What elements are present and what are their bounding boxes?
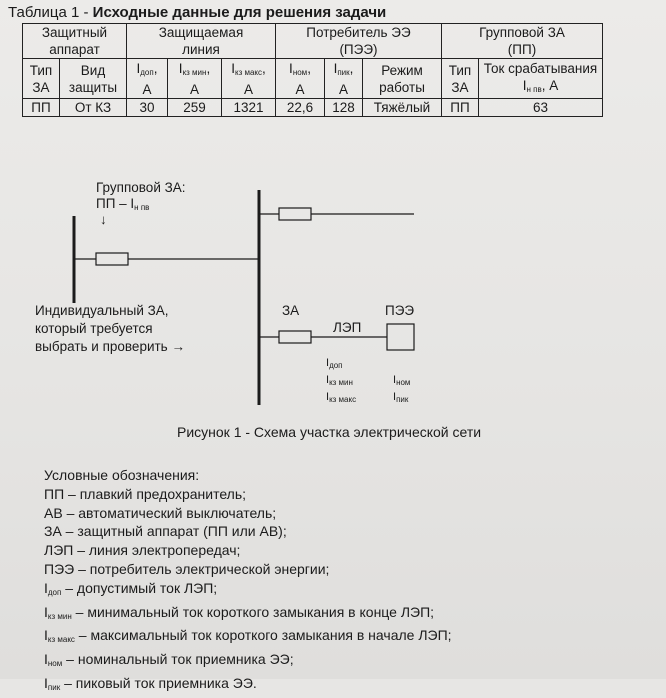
cell-trip-current: 63: [479, 99, 603, 117]
subheader-i-nom: $I_{ном}$, А: [276, 59, 325, 99]
group-za-label: Групповой ЗА:: [96, 180, 186, 195]
individual-za-label-line1: Индивидуальный ЗА,: [35, 303, 169, 318]
individual-za-label-line2: который требуется: [35, 321, 153, 336]
header-line: Защищаемая линия: [127, 24, 276, 59]
subheader-mode: Режим работы: [363, 59, 442, 99]
legend-item: АВ – автоматический выключатель;: [44, 504, 277, 521]
header-group-za: Групповой ЗА (ПП): [442, 24, 603, 59]
cell-i-kz-min: 259: [168, 99, 222, 117]
subheader-type-za: Тип ЗА: [23, 59, 60, 99]
cell-protection-kind: От КЗ: [60, 99, 127, 117]
param-i-dop: $I_{доп}$: [326, 357, 343, 370]
arrow-down-icon: ↓: [100, 212, 107, 227]
legend-item: $I_{кз мин}$ – минимальный ток короткого замыкания в конце ЛЭП;: [44, 603, 435, 621]
cell-group-type: ПП: [442, 99, 479, 117]
cell-i-pik: 128: [325, 99, 363, 117]
lep-label: ЛЭП: [333, 320, 362, 335]
legend-item: $I_{кз макс}$ – максимальный ток короткого замыкания в начале ЛЭП;: [44, 627, 452, 645]
table-title: [8, 4, 386, 21]
za-label: ЗА: [282, 303, 300, 318]
pee-label: ПЭЭ: [385, 303, 415, 318]
legend: [44, 466, 452, 698]
figure-caption: Рисунок 1 - Схема участка электрической сети: [177, 424, 482, 440]
subheader-trip-current: Ток срабатывания $I_{н пв}$, А: [479, 59, 603, 99]
za-device-box: [279, 331, 311, 343]
legend-item: ПП – плавкий предохранитель;: [44, 485, 247, 502]
param-i-kz-min: $I_{кз мин}$: [326, 374, 353, 387]
group-fuse-box: [96, 253, 128, 265]
legend-item: $I_{доп}$ – допустимый ток ЛЭП;: [44, 579, 218, 597]
legend-item: $I_{ном}$ – номинальный ток приемника ЭЭ;: [44, 651, 294, 669]
header-consumer: Потребитель ЭЭ (ПЭЭ): [276, 24, 442, 59]
source-data-table: [22, 23, 603, 117]
subheader-i-kz-max: $I_{кз макс}$, А: [222, 59, 276, 99]
subheader-i-dop: $I_{доп}$, А: [127, 59, 168, 99]
header-device: Защитный аппарат: [23, 24, 127, 59]
cell-i-nom: 22,6: [276, 99, 325, 117]
cell-i-dop: 30: [127, 99, 168, 117]
subheader-group-type: Тип ЗА: [442, 59, 479, 99]
param-i-pik: $I_{пик}$: [393, 391, 409, 404]
param-i-nom: $I_{ном}$: [393, 374, 411, 387]
table-title-prefix: Таблица 1 -: [8, 4, 93, 21]
individual-za-label-line3: выбрать и проверить →: [35, 339, 185, 354]
legend-item: ЛЭП – линия электропередач;: [44, 542, 241, 559]
cell-i-kz-max: 1321: [222, 99, 276, 117]
param-i-kz-max: $I_{кз макс}$: [326, 391, 357, 404]
cell-mode: Тяжёлый: [363, 99, 442, 117]
pee-consumer-box: [387, 324, 414, 350]
subheader-i-kz-min: $I_{кз мин}$, А: [168, 59, 222, 99]
subheader-protection-kind: Вид защиты: [60, 59, 127, 99]
cell-type-za: ПП: [23, 99, 60, 117]
subheader-i-pik: $I_{пик}$, А: [325, 59, 363, 99]
legend-title: Условные обозначения:: [44, 467, 200, 483]
table-title-bold: Исходные данные для решения задачи: [92, 4, 387, 21]
upper-branch-device-box: [279, 208, 311, 220]
group-za-formula: ПП – $I_{н пв}$: [96, 196, 150, 212]
legend-item: $I_{пик}$ – пиковый ток приемника ЭЭ.: [44, 674, 257, 692]
legend-item: ЗА – защитный аппарат (ПП или АВ);: [44, 523, 287, 540]
legend-item: ПЭЭ – потребитель электрической энергии;: [44, 560, 330, 577]
